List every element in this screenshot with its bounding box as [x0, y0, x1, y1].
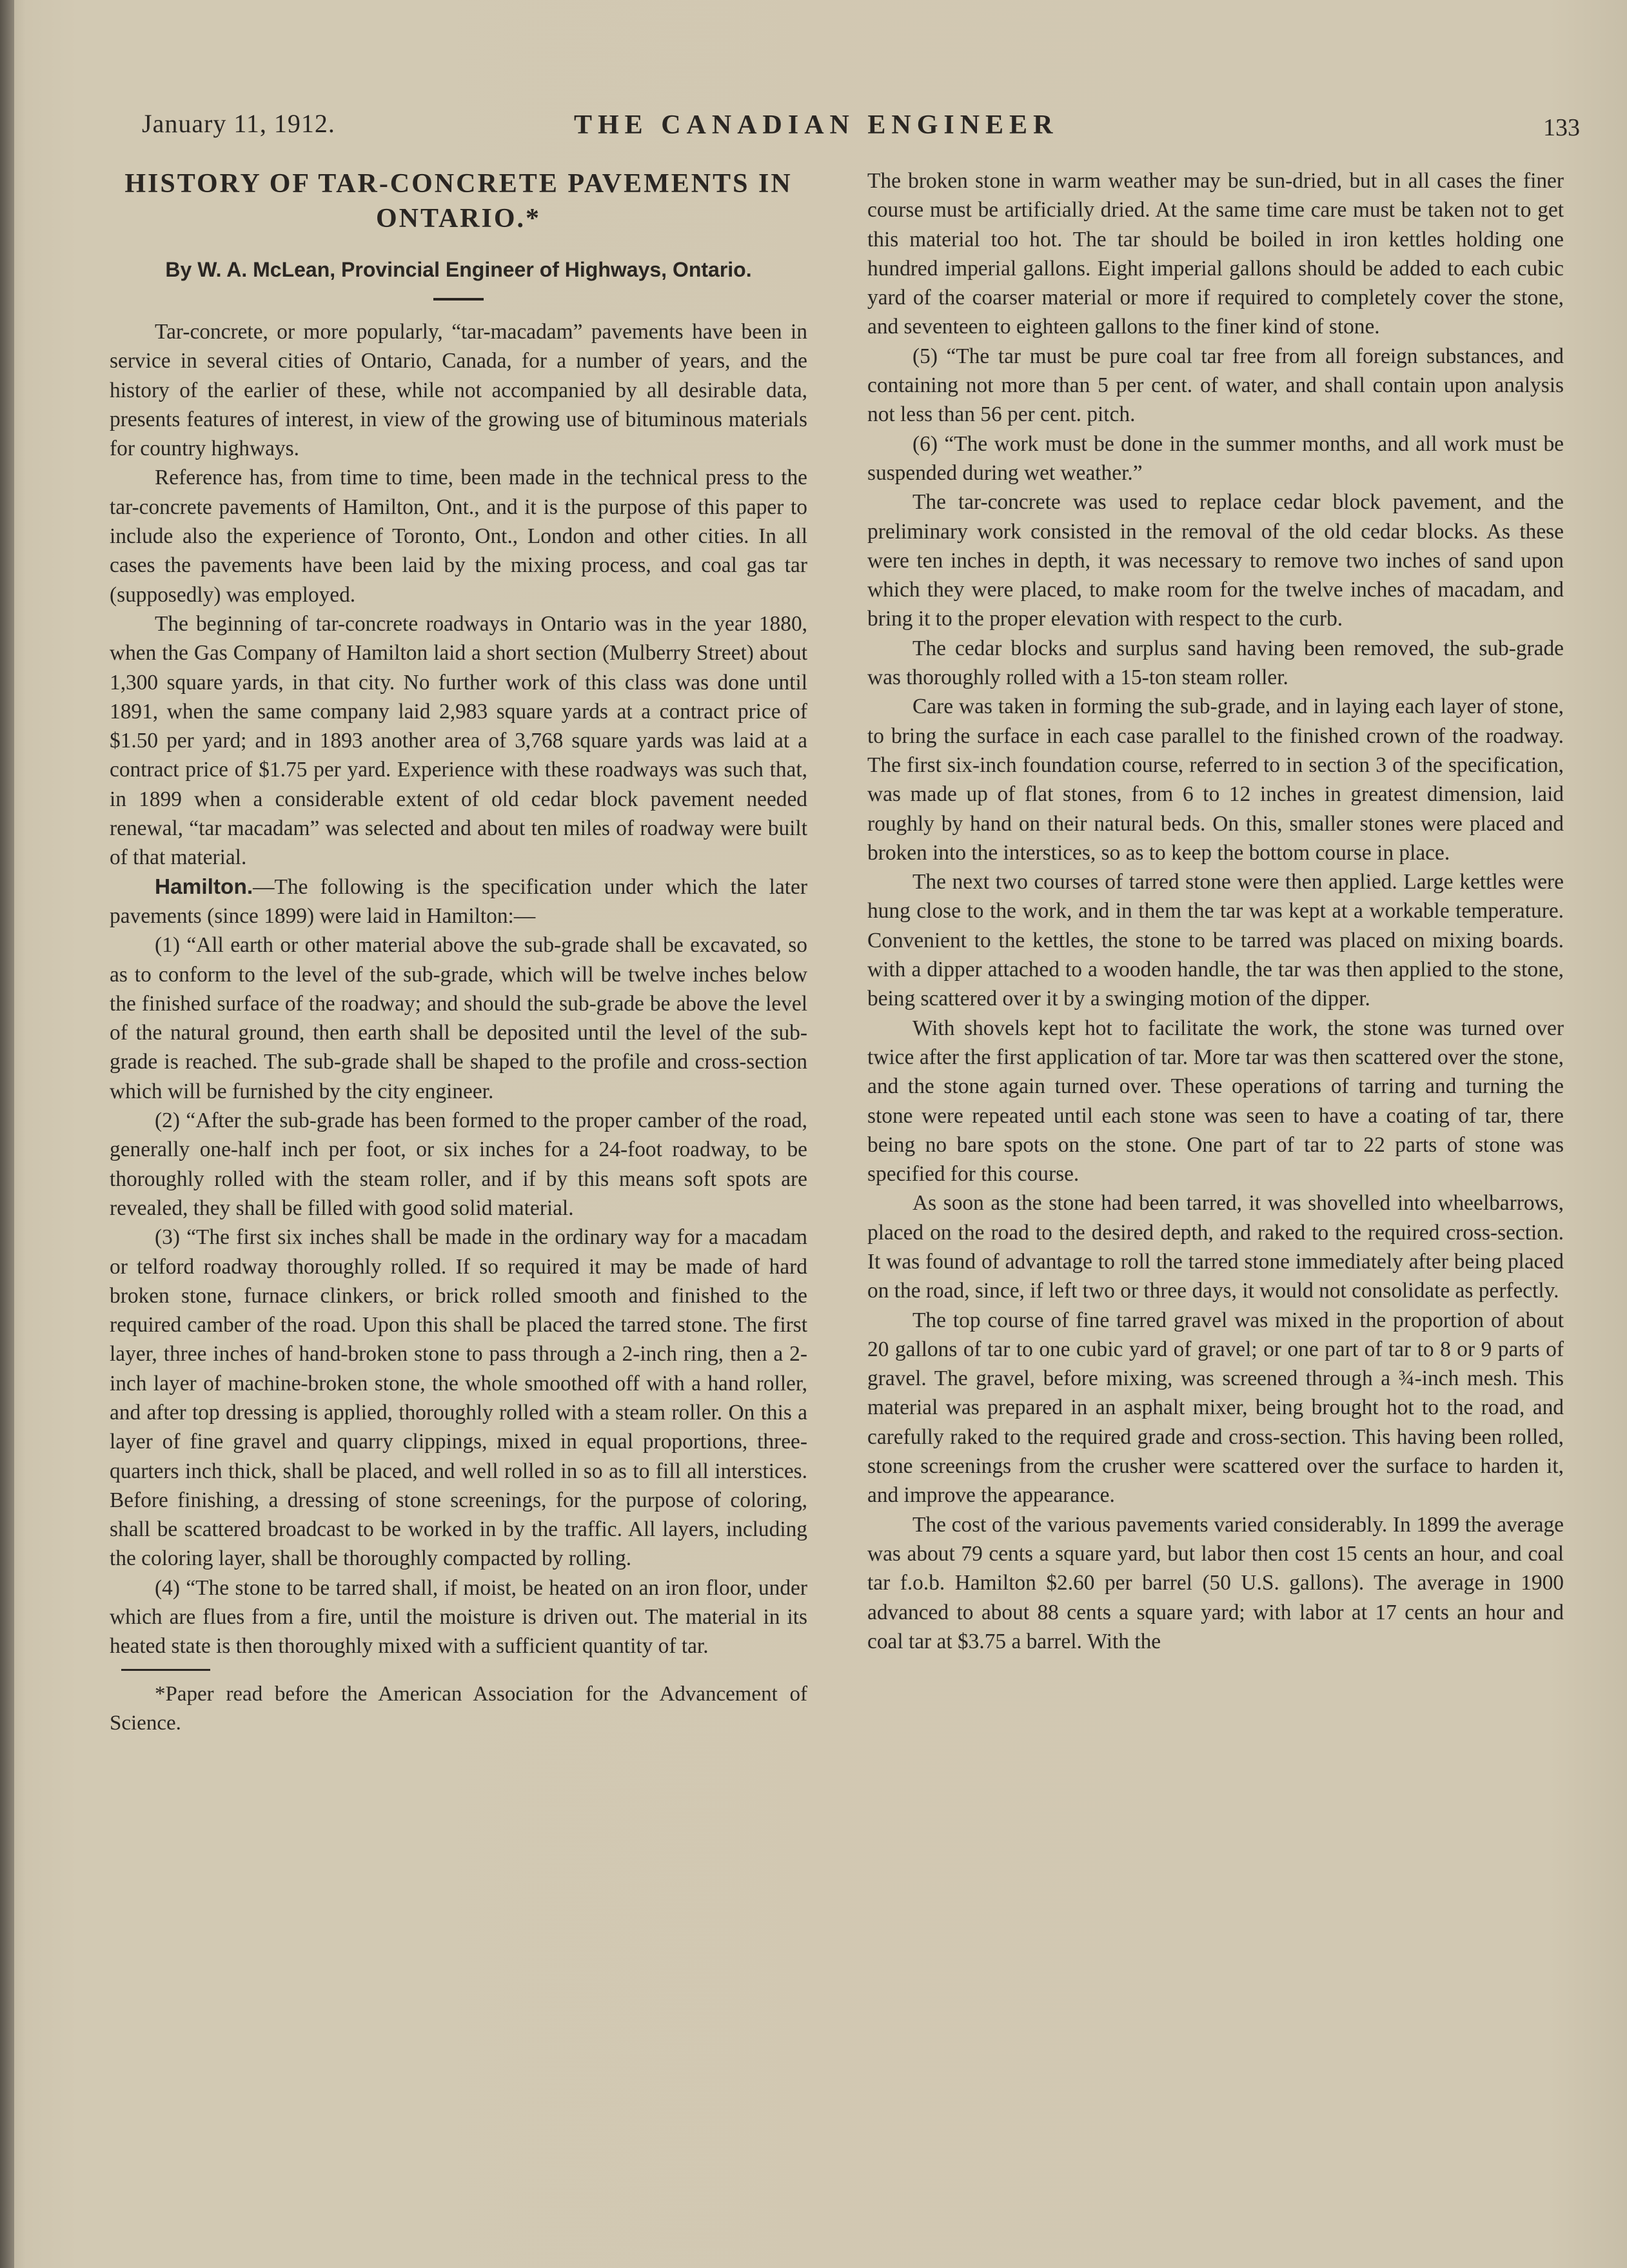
article-byline: By W. A. McLean, Provincial Engineer of Highways, Ontario. [165, 258, 752, 281]
paragraph-text: —The following is the specification under which the later pavements (since 1899) were laid in Hamilton:— [110, 874, 807, 928]
paragraph-hamilton [110, 873, 807, 931]
right-column [867, 166, 1564, 1656]
paragraph: (1) “All earth or other material above the sub-grade shall be excavated, so as to conform to the level of the sub-grade, which will be twelve inches below the finished surface of the roadway; and should the sub-grade be above the level of the natural ground, then earth shall be deposited until the level of the sub-grade is reached. The sub-grade shall be shaped to the profile and cross-section which will be furnished by the city engineer. [110, 933, 807, 1103]
paragraph: (5) “The tar must be pure coal tar free from all foreign substances, and containing not more than 5 per cent. of water, and shall contain upon analysis not less than 56 per cent. pitch. [867, 344, 1564, 427]
paragraph: Care was taken in forming the sub-grade, and in laying each layer of stone, to bring the surface in each case parallel to the finished crown of the roadway. The first six-inch foundation course, referred to in section 3 of the specification, was made up of flat stones, from 6 to 12 inches in greatest dimension, laid roughly by hand on their natural beds. On this, smaller stones were placed and broken into the interstices, so as to keep the bottom course in place. [867, 695, 1564, 865]
paragraph: As soon as the stone had been tarred, it was shovelled into wheelbarrows, placed on the road to the desired depth, and raked to the required cross-section. It was found of advantage to roll the tarred stone immediately after being placed on the road, since, if left two or three days, it would not consolidate as perfectly. [867, 1191, 1564, 1303]
running-header [142, 108, 1580, 147]
left-column [110, 166, 807, 1738]
paragraph: The cedar blocks and surplus sand having been removed, the sub-grade was thoroughly rolled with a 15-ton steam roller. [867, 636, 1564, 690]
paragraph: The top course of fine tarred gravel was mixed in the proportion of about 20 gallons of tar to one cubic yard of gravel; or one part of tar to 8 or 9 parts of gravel. The gravel, before mixing, was screened through a ¾-inch mesh. This material was prepared in an asphalt mixer, being brought hot to the road, and carefully raked to the required grade and cross-section. This having been rolled, stone screenings from the crusher were scattered over the surface to harden it, and improve the appearance. [867, 1308, 1564, 1508]
paragraph: The broken stone in warm weather may be sun-dried, but in all cases the finer course must be artificially dried. At the same time care must be taken not to get this material too hot. The tar should be boiled in iron kettles holding one hundred imperial gallons. Eight imperial gallons should be added to each cubic yard of the coarser material or more if required to completely cover the stone, and seventeen to eighteen gallons to the finer kind of stone. [867, 169, 1564, 339]
paragraph: The tar-concrete was used to replace cedar block pavement, and the preliminary work consisted in the removal of the old cedar blocks. As these were ten inches in depth, it was necessary to remove two inches of sand upon which they were placed, to make room for the twelve inches of macadam, and bring it to the proper elevation with respect to the curb. [867, 490, 1564, 631]
journal-title: THE CANADIAN ENGINEER [574, 110, 1059, 140]
issue-date: January 11, 1912. [142, 109, 335, 138]
footnote: *Paper read before the American Association for the Advancement of Science. [110, 1682, 807, 1735]
paragraph: Tar-concrete, or more popularly, “tar-macadam” pavements have been in service in several cities of Ontario, Canada, for a number of years, and the history of the earlier of these, while not accompanied by all desirable data, presents features of interest, in view of the growing use of bituminous materials for country highways. [110, 320, 807, 461]
page-number: 133 [1543, 114, 1580, 141]
paragraph: (4) “The stone to be tarred shall, if moist, be heated on an iron floor, under which are flues from a fire, until the moisture is driven out. The material in its heated state is then thoroughly mixed with a sufficient quantity of tar. [110, 1575, 807, 1659]
footnote-divider [121, 1669, 210, 1671]
paragraph: With shovels kept hot to facilitate the work, the stone was turned over twice after the first application of tar. More tar was then scattered over the stone, and the stone again turned over. These operations of tarring and turning the stone were repeated until each stone was seen to have a coating of tar, there being no bare spots on the stone. One part of tar to 22 parts of stone was specified for this course. [867, 1016, 1564, 1187]
paragraph: (3) “The first six inches shall be made in the ordinary way for a macadam or telford roadway thoroughly rolled. If so required it may be made of hard broken stone, furnace clinkers, or brick rolled smooth and finished to the required camber of the road. Upon this shall be placed the tarred stone. The first layer, three inches of hand-broken stone to pass through a 2-inch ring, then a 2-inch layer of machine-broken stone, the whole smoothed off with a hand roller, and after top dressing is applied, thoroughly rolled with a steam roller. On this a layer of fine gravel and quarry clippings, mixed in equal proportions, three-quarters inch thick, shall be placed, and well rolled in so as to fill all interstices. Before finishing, a dressing of stone screenings, for the purpose of coloring, shall be scattered broadcast to be worked in by the traffic. All layers, including the coloring layer, shall be thoroughly compacted by rolling. [110, 1225, 807, 1571]
paragraph: The cost of the various pavements varied considerably. In 1899 the average was about 79 cents a square yard, but labor then cost 15 cents an hour, and coal tar f.o.b. Hamilton $2.60 per barrel (50 U.S. gallons). The average in 1900 advanced to about 88 cents a square yard; with labor at 17 cents an hour and coal tar at $3.75 a barrel. With the [867, 1512, 1564, 1653]
title-divider [433, 298, 484, 301]
paragraph: The next two courses of tarred stone were then applied. Large kettles were hung close to the work, and in them the tar was kept at a workable temperature. Convenient to the kettles, the stone to be tarred was placed on mixing boards. with a dipper attached to a wooden handle, the tar was then applied to the stone, being scattered over it by a swinging motion of the dipper. [867, 870, 1564, 1011]
binding-edge [0, 0, 14, 2268]
paragraph: Reference has, from time to time, been made in the technical press to the tar-concrete pavements of Hamilton, Ont., and it is the purpose of this paper to include also the experience of Toronto, Ont., London and other cities. In all cases the pavements have been laid by the mixing process, and coal gas tar (supposedly) was employed. [110, 466, 807, 607]
paragraph: (2) “After the sub-grade has been formed to the proper camber of the road, generally one-half inch per foot, or six inches for a 24-foot roadway, to be thoroughly rolled with the steam roller, and if by this means soft spots are revealed, they shall be filled with good solid material. [110, 1109, 807, 1220]
paragraph: The beginning of tar-concrete roadways in Ontario was in the year 1880, when the Gas Company of Hamilton laid a short section (Mulberry Street) about 1,300 square yards, in that city. No further work of this class was done until 1891, when the same company laid 2,983 square yards at a contract price of $1.50 per yard; and in 1893 another area of 3,768 square yards was laid at a contract price of $1.75 per yard. Experience with these roadways was such that, in 1899 when a considerable extent of old cedar block pavement needed renewal, “tar macadam” was selected and about ten miles of roadway were built of that material. [110, 611, 807, 870]
paragraph: (6) “The work must be done in the summer months, and all work must be suspended during wet weather.” [867, 431, 1564, 485]
article-title: HISTORY OF TAR-CONCRETE PAVEMENTS IN ONTARIO.* [124, 169, 793, 233]
section-heading: Hamilton. [155, 874, 253, 899]
